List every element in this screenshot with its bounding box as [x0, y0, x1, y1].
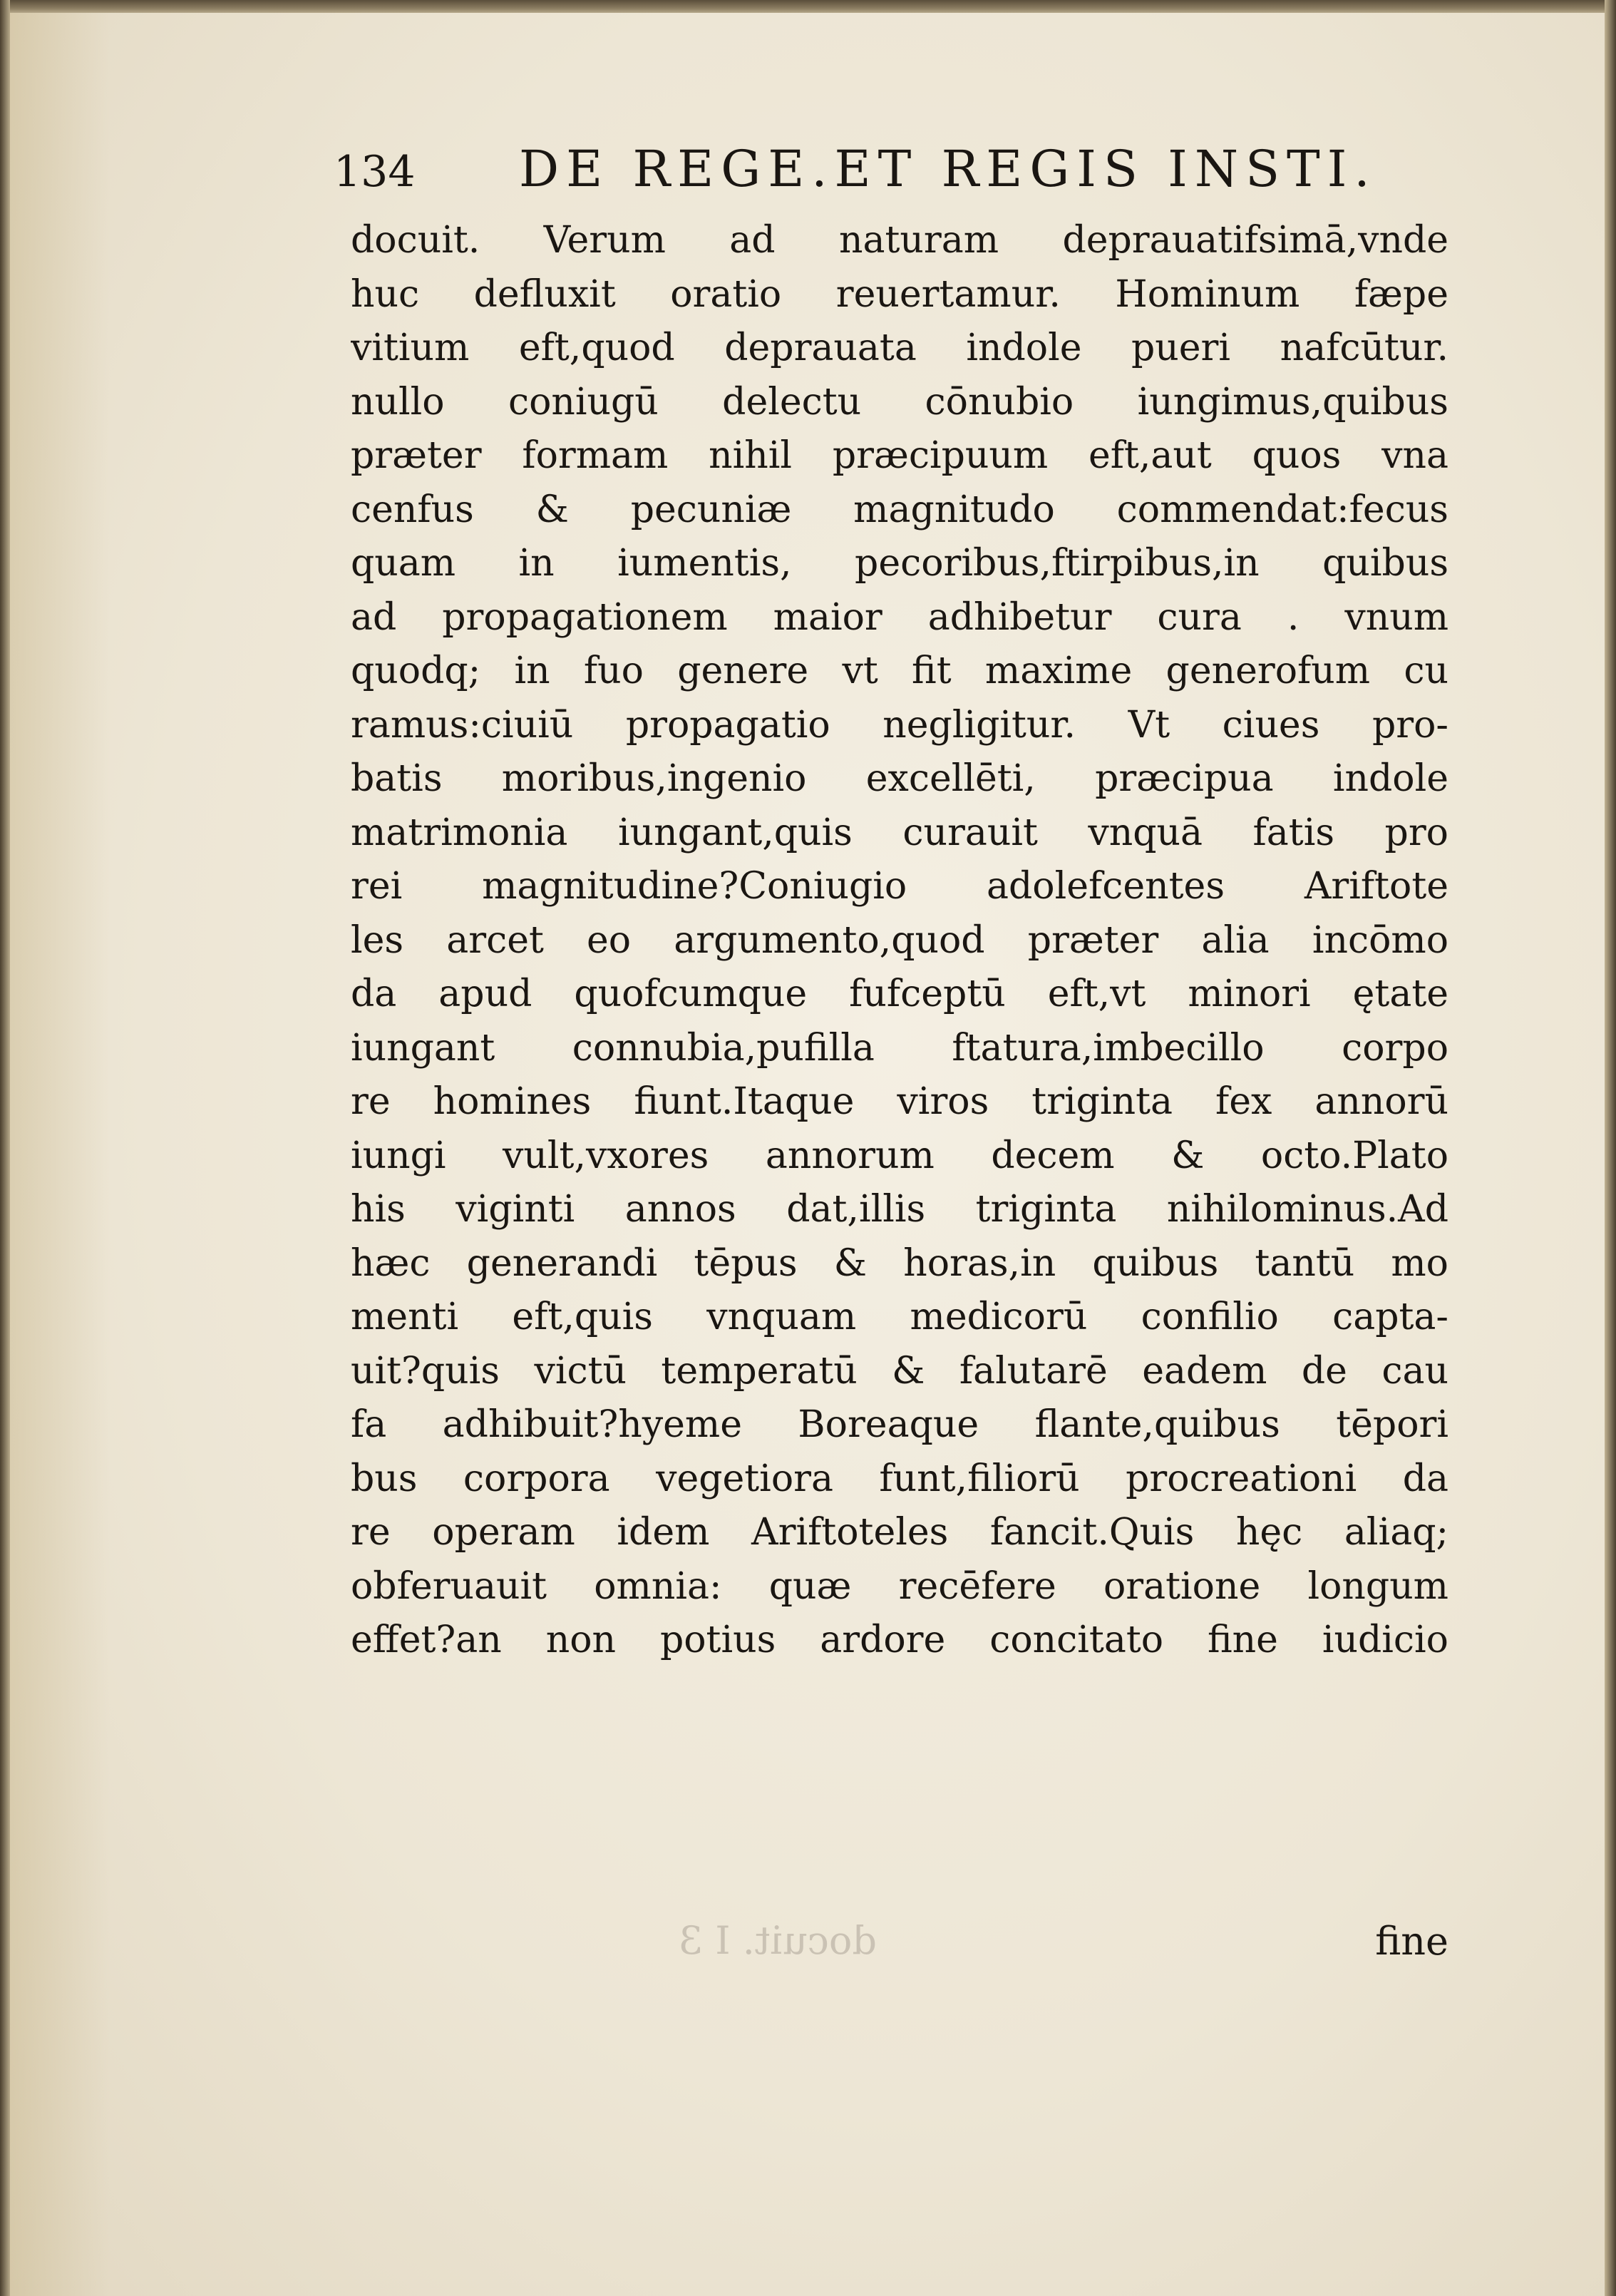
- text-line: bus corpora vegetiora funt,filiorū procreationi da: [351, 1457, 1448, 1500]
- text-line: re homines fiunt.Itaque viros triginta fex annorū: [351, 1080, 1448, 1123]
- bleed-through-text: docuit. I 3: [678, 1918, 877, 1963]
- page-number: 134: [334, 147, 416, 197]
- text-line: uit?quis victū temperatū & falutarē eadem de cau: [351, 1349, 1448, 1393]
- text-line: quam in iumentis, pecoribus,ftirpibus,in quibus: [351, 542, 1448, 585]
- text-line: obferuauit omnia: quæ recēfere oratione longum: [351, 1564, 1448, 1608]
- text-line: hæc generandi tēpus & horas,in quibus tantū mo: [351, 1241, 1448, 1285]
- text-line: præter formam nihil præcipuum eft,aut quos vna: [351, 434, 1448, 477]
- text-line: cenfus & pecuniæ magnitudo commendat:fecus: [351, 488, 1448, 531]
- text-line: iungant connubia,pufilla ftatura,imbecillo corpo: [351, 1026, 1448, 1070]
- text-line: ad propagationem maior adhibetur cura . vnum: [351, 595, 1448, 639]
- text-line: matrimonia iungant,quis curauit vnquā fatis pro: [351, 811, 1448, 854]
- text-line: fa adhibuit?hyeme Boreaque flante,quibus tēpori: [351, 1403, 1448, 1446]
- text-line: les arcet eo argumento,quod præter alia incōmo: [351, 918, 1448, 962]
- text-line: da apud quofcumque fufceptū eft,vt minori ętate: [351, 973, 1448, 1015]
- running-title: DE REGE.ET REGIS INSTI.: [519, 140, 1377, 198]
- text-line: huc defluxit oratio reuertamur. Hominum fæpe: [351, 272, 1448, 316]
- text-line: quodq; in fuo genere vt fit maxime generofum cu: [351, 650, 1448, 692]
- text-block: [351, 214, 1448, 1668]
- paper-toning: [10, 13, 110, 2296]
- text-line: his viginti annos dat,illis triginta nihilominus.Ad: [351, 1188, 1448, 1231]
- text-line: batis moribus,ingenio excellēti, præcipua indole: [351, 757, 1448, 800]
- text-line: rei magnitudine?Coniugio adolefcentes Ariftote: [351, 865, 1448, 908]
- text-line: docuit. Verum ad naturam deprauatifsimā,vnde: [351, 219, 1448, 262]
- running-head: [334, 140, 1377, 204]
- text-line: nullo coniugū delectu cōnubio iungimus,quibus: [351, 380, 1448, 424]
- left-book-edge: [0, 0, 10, 2296]
- text-line: vitium eft,quod deprauata indole pueri nafcūtur.: [351, 327, 1448, 369]
- text-line: effet?an non potius ardore concitato fine iudicio: [351, 1619, 1448, 1661]
- text-line: re operam idem Ariftoteles fancit.Quis hęc aliaq;: [351, 1511, 1448, 1554]
- text-line: menti eft,quis vnquam medicorū confilio capta-: [351, 1296, 1448, 1338]
- right-book-edge: [1605, 0, 1616, 2296]
- text-line: iungi vult,vxores annorum decem & octo.Plato: [351, 1134, 1448, 1177]
- catchword: fine: [1375, 1919, 1448, 1964]
- text-line: ramus:ciuiū propagatio negligitur. Vt ciues pro-: [351, 703, 1448, 747]
